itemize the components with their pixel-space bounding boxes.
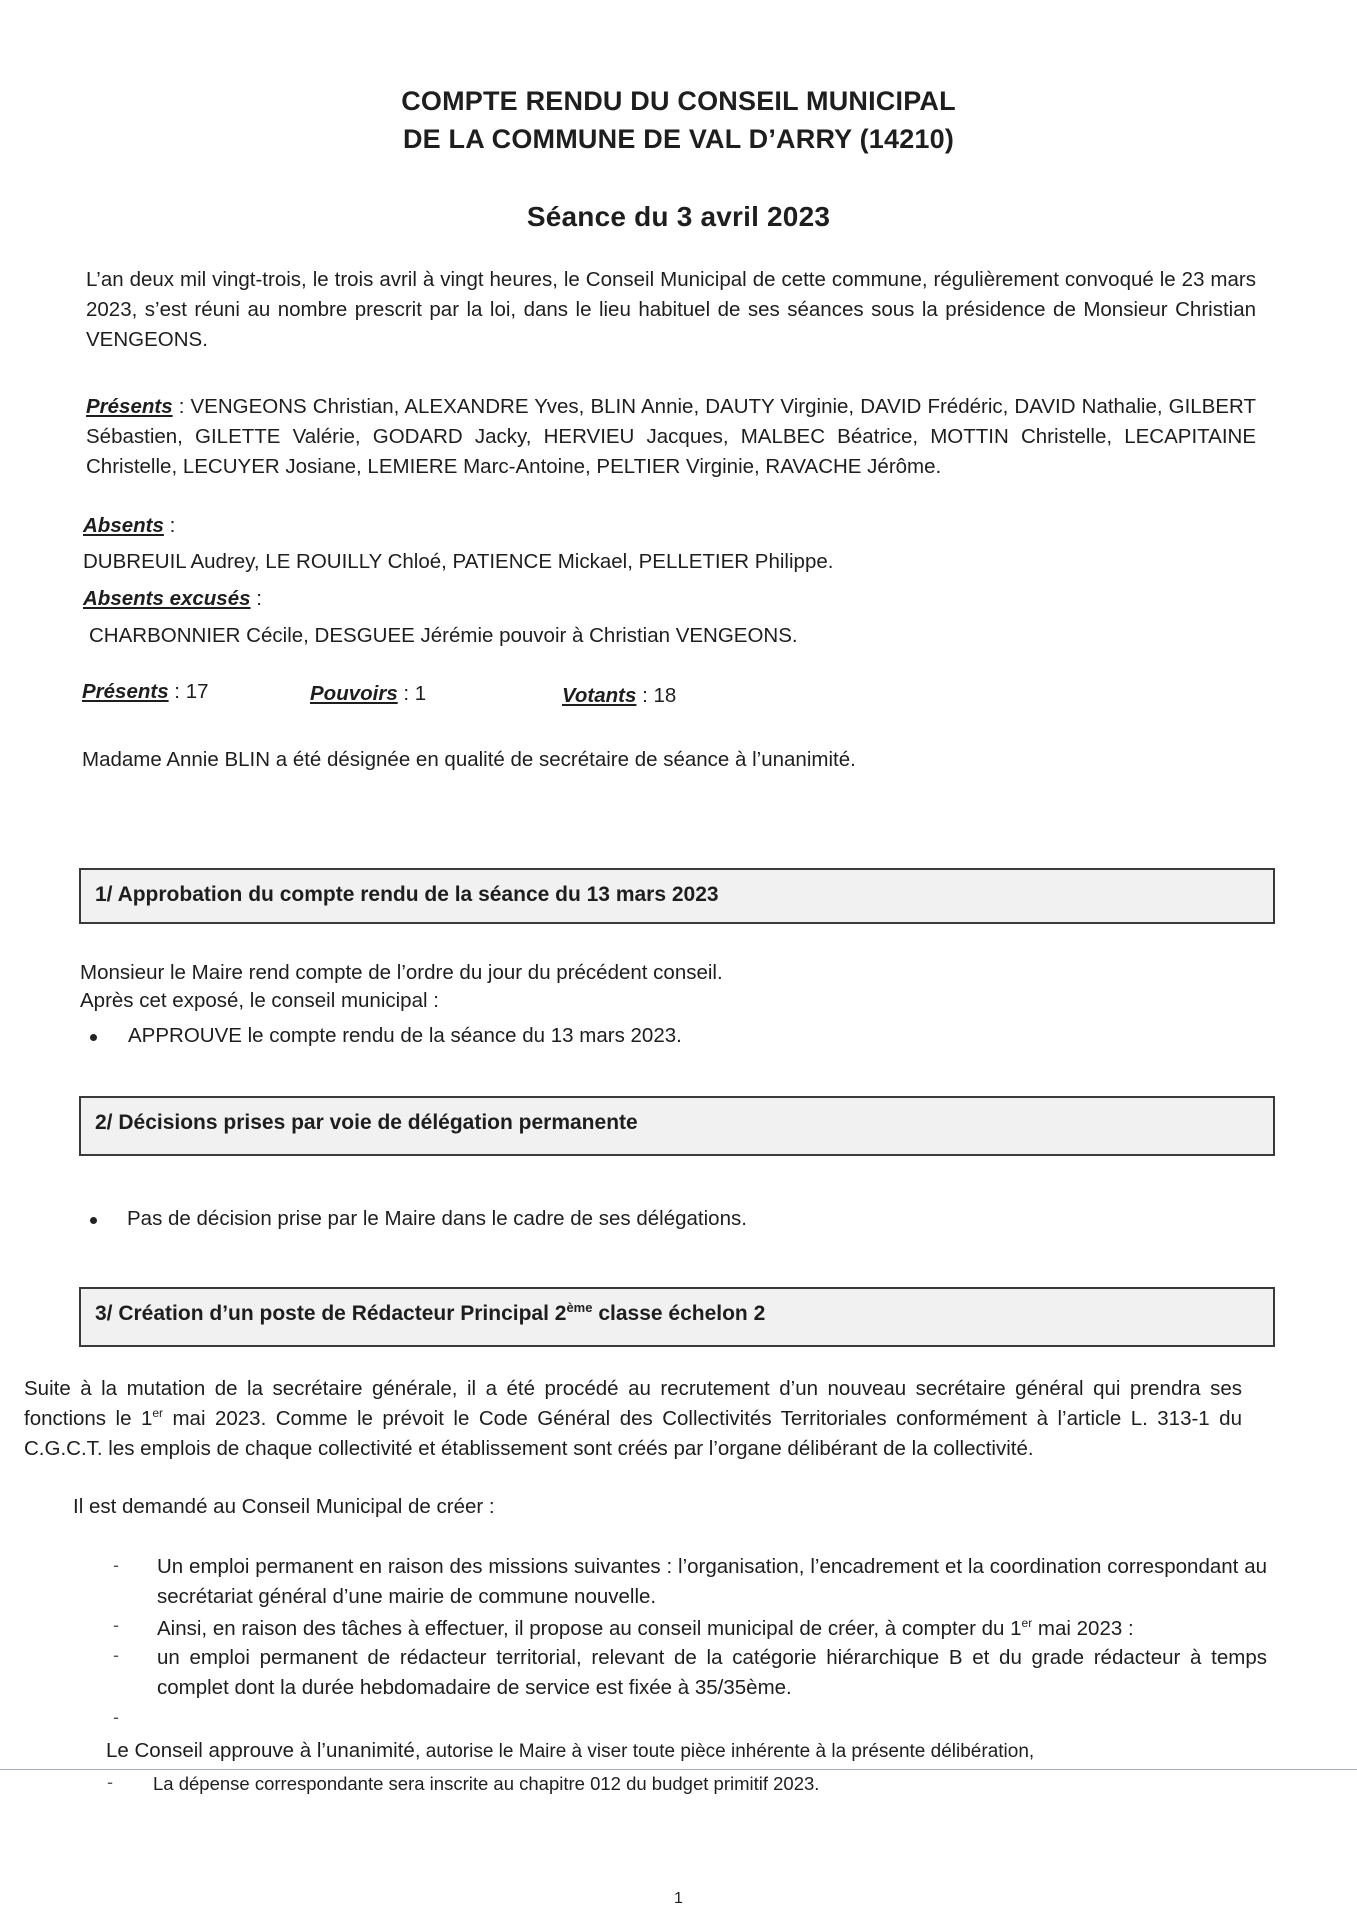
- section-2-title: 2/ Décisions prises par voie de délégation permanente: [95, 1111, 638, 1134]
- count-voters-label: Votants: [562, 684, 637, 707]
- absent-label: Absents: [83, 514, 164, 537]
- count-voters-value: : 18: [636, 684, 677, 707]
- section-2-bullet: Pas de décision prise par le Maire dans le cadre de ses délégations.: [127, 1207, 747, 1230]
- present-paragraph: [86, 392, 1256, 482]
- dash-marker: -: [113, 1615, 119, 1635]
- dash-marker: -: [113, 1555, 119, 1575]
- bullet-dot: [90, 1217, 97, 1224]
- section-2-box: [79, 1096, 1275, 1156]
- section-1-box: [79, 868, 1275, 924]
- section-3-expense: La dépense correspondante sera inscrite au chapitre 012 du budget primitif 2023.: [153, 1773, 820, 1794]
- section-3-item-3: un emploi permanent de rédacteur territorial, relevant de la catégorie hiérarchique B et du grade rédacteur à temps complet dont la durée hebdomadaire de service est fixée à 35/35ème.: [157, 1646, 1267, 1699]
- section-3-item-2: [157, 1615, 1134, 1643]
- section-3-item-2-sup: er: [1021, 1616, 1033, 1631]
- section-3-title-end: classe échelon 2: [592, 1302, 766, 1325]
- section-3-approve: [106, 1737, 1034, 1766]
- page-number: 1: [674, 1890, 683, 1907]
- section-3-item-1: Un emploi permanent en raison des missions suivantes : l’organisation, l’encadrement et la coordination correspondant au secrétariat général d’une mairie de commune nouvelle.: [157, 1555, 1267, 1608]
- count-present: [82, 678, 209, 706]
- section-1-line-1: Monsieur le Maire rend compte de l’ordre du jour du précédent conseil.: [80, 961, 723, 984]
- section-3-title: [95, 1302, 765, 1326]
- bullet-dot: [90, 1034, 97, 1041]
- count-proxies: [310, 680, 426, 708]
- excused-sep: :: [250, 587, 262, 610]
- section-3-item-2-a: Ainsi, en raison des tâches à effectuer, il propose au conseil municipal de créer, à compter du 1: [157, 1617, 1022, 1640]
- count-proxies-label: Pouvoirs: [310, 682, 398, 705]
- section-3-approve-b: autorise le Maire à viser toute pièce inhérente à la présente délibération,: [420, 1741, 1035, 1762]
- secretary-line: Madame Annie BLIN a été désignée en qualité de secrétaire de séance à l’unanimité.: [82, 748, 856, 771]
- present-label: Présents: [86, 395, 173, 418]
- section-1-title: 1/ Approbation du compte rendu de la séance du 13 mars 2023: [95, 883, 719, 906]
- count-present-label: Présents: [82, 680, 169, 703]
- excused-label: Absents excusés: [83, 587, 251, 610]
- section-3-approve-a: Le Conseil approuve à l’unanimité,: [106, 1739, 421, 1762]
- dash-marker: -: [113, 1645, 119, 1665]
- section-3-box: [79, 1287, 1275, 1347]
- section-3-ask: Il est demandé au Conseil Municipal de créer :: [73, 1495, 495, 1518]
- present-list: VENGEONS Christian, ALEXANDRE Yves, BLIN Annie, DAUTY Virginie, DAVID Frédéric, DAVID Nathalie, GILBERT Sébastien, GILETTE Valérie, GODARD Jacky, HERVIEU Jacques, MALBEC Béatrice, MOTTIN Christelle, LECAPITAINE Christelle, LECUYER Josiane, LEMIERE Marc-Antoine, PELTIER Virginie, RAVACHE Jérôme.: [86, 395, 1256, 478]
- dash-marker: -: [113, 1707, 119, 1727]
- section-1-line-2: Après cet exposé, le conseil municipal :: [80, 989, 439, 1012]
- title-line-2: DE LA COMMUNE DE VAL D’ARRY (14210): [402, 124, 955, 154]
- excused-list: CHARBONNIER Cécile, DESGUEE Jérémie pouvoir à Christian VENGEONS.: [89, 624, 798, 647]
- section-3-p1-sup: er: [152, 1406, 164, 1421]
- section-3-item-2-b: mai 2023 :: [1032, 1617, 1134, 1640]
- absent-heading: [83, 512, 175, 540]
- count-proxies-value: : 1: [397, 682, 427, 705]
- section-3-paragraph: [24, 1374, 1242, 1464]
- section-3-title-main: 3/ Création d’un poste de Rédacteur Principal 2: [95, 1302, 567, 1325]
- absent-sep: :: [163, 514, 176, 537]
- absent-list: DUBREUIL Audrey, LE ROUILLY Chloé, PATIENCE Mickael, PELLETIER Philippe.: [83, 550, 834, 573]
- present-sep: :: [172, 395, 191, 418]
- section-3-p1-a: Suite à la mutation de la secrétaire générale, il a été procédé au recrutement d’un nouveau secrétaire général qui prendra ses fonctions le 1: [24, 1377, 1242, 1430]
- intro-paragraph: L’an deux mil vingt-trois, le trois avril à vingt heures, le Conseil Municipal de cette commune, régulièrement convoqué le 23 mars 2023, s’est réuni au nombre prescrit par la loi, dans le lieu habituel de ses séances sous la présidence de Monsieur Christian VENGEONS.: [86, 268, 1256, 351]
- section-3-title-sup: ème: [566, 1300, 593, 1315]
- section-3-p1-b: mai 2023. Comme le prévoit le Code Général des Collectivités Territoriales conformément à l’article L. 313-1 du C.G.C.T. les emplois de chaque collectivité et établissement sont créés par l’organe délibérant de la collectivité.: [24, 1407, 1242, 1460]
- excused-heading: [83, 585, 262, 613]
- dash-marker: -: [107, 1772, 113, 1792]
- section-1-bullet: APPROUVE le compte rendu de la séance du 13 mars 2023.: [128, 1024, 682, 1047]
- count-voters: [562, 682, 676, 710]
- session-title: Séance du 3 avril 2023: [526, 201, 831, 232]
- count-present-value: : 17: [168, 680, 209, 703]
- title-line-1: COMPTE RENDU DU CONSEIL MUNICIPAL: [401, 86, 956, 116]
